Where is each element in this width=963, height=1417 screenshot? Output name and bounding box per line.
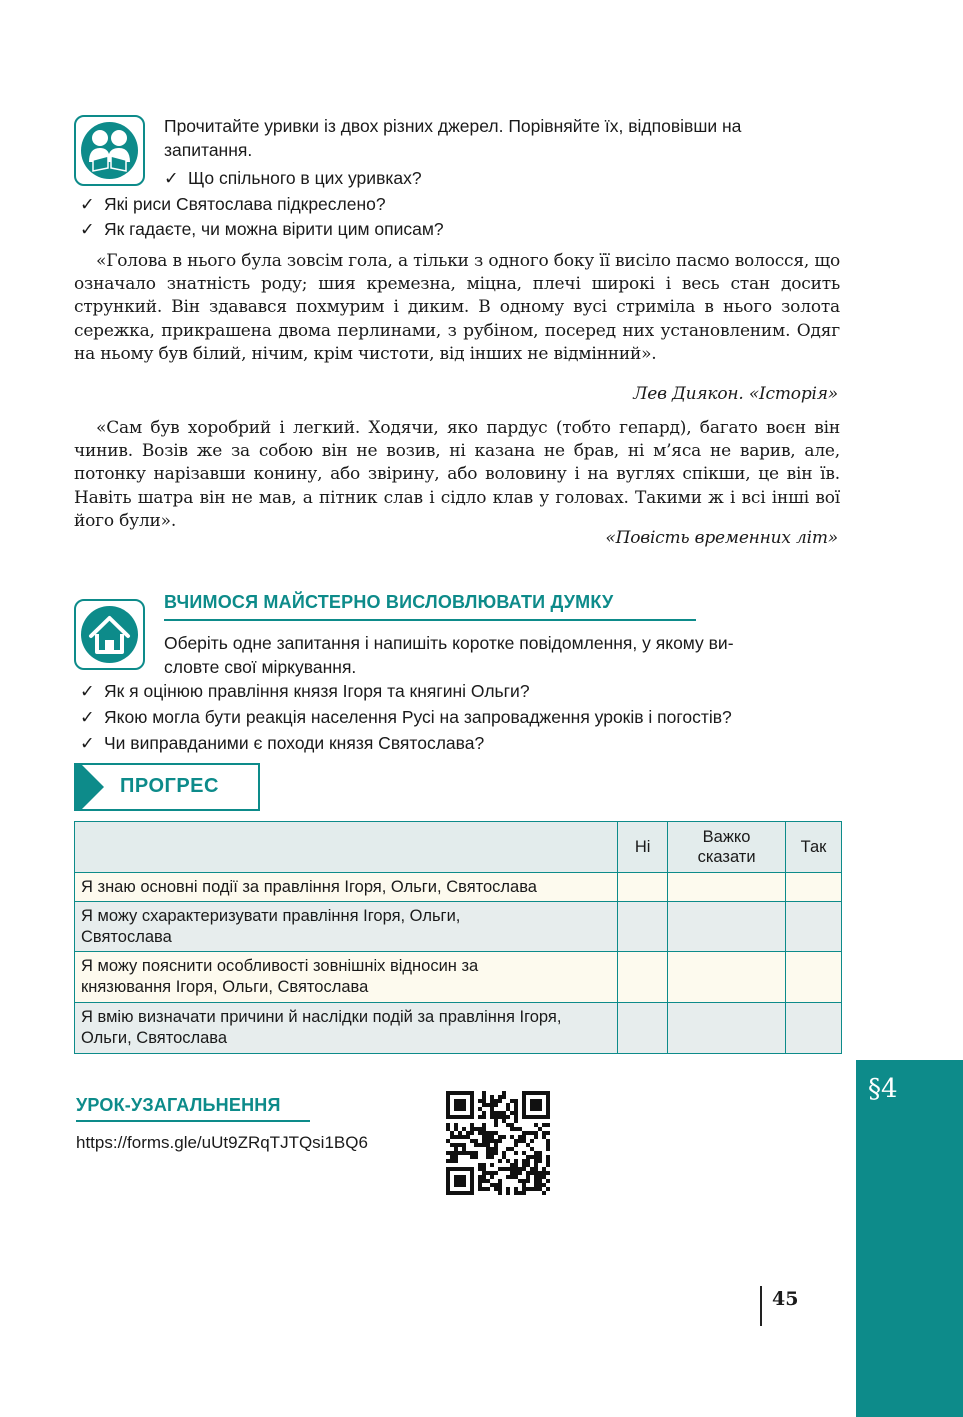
table-header-cell: Ні: [618, 822, 668, 873]
task1-intro: Прочитайте уривки із двох різних джерел. Порівняйте їх, відповівши на запитання.: [164, 116, 742, 160]
table-header-cell: [75, 822, 618, 873]
task1-question: ✓ Як гадаєте, чи можна вірити цим описам?: [80, 219, 444, 239]
answer-cell[interactable]: [786, 1003, 842, 1054]
checkmark-icon: ✓: [164, 168, 179, 188]
progress-heading-box: [74, 763, 260, 811]
table-cell: Я вмію визначати причини й наслідки подій за правління Ігоря, Ольги, Святослава: [75, 1003, 618, 1054]
quote-chronicle: «Сам був хоробрий і легкий. Ходячи, яко пардус (тобто гепард), багато воєн він чинив. Возів же за собою він не возив, ні казана не брав, ні м’яса не варив, але, потонку нарізавши конину, або звірину, або воловину і на вуглях спікши, це він їв. Навіть шатра він не мав, а пітник слав і сідло клав у головах. Такими ж і всі інші вої його були».: [74, 418, 840, 531]
table-row: [75, 1003, 842, 1054]
quote-leo-deacon: «Голова в нього була зовсім гола, а тільки з одного боку її висіло пасмо волосся, що означало знатність роду; шия кремезна, міцна, плечі широкі і весь стан досить стрункий. Він здавався похмурим і диким. В одному вусі стриміла в нього золота сережка, прикрашена двома перлинами, з рубіном, посеред них установленим. Одяг на ньому був білий, нічим, крім чистоти, від інших не відмінний».: [74, 251, 840, 364]
checkmark-icon: ✓: [80, 219, 95, 239]
table-row: [75, 902, 842, 952]
answer-cell[interactable]: [668, 873, 786, 902]
table-cell: Я знаю основні події за правління Ігоря, Ольги, Святослава: [75, 873, 618, 902]
section-number: §4: [868, 1074, 898, 1104]
answer-cell[interactable]: [618, 902, 668, 952]
table-header-cell: Важко сказати: [668, 822, 786, 873]
checkmark-icon: ✓: [80, 733, 95, 753]
section-tab: [856, 1060, 963, 1417]
table-cell: Я можу пояснити особливості зовнішніх відносин за князювання Ігоря, Ольги, Святослава: [75, 952, 618, 1003]
checkmark-icon: ✓: [80, 681, 95, 701]
answer-cell[interactable]: [786, 902, 842, 952]
answer-cell[interactable]: [786, 952, 842, 1003]
table-row: [75, 873, 842, 902]
page-number: 45: [772, 1288, 799, 1310]
task1-question: ✓ Які риси Святослава підкреслено?: [80, 194, 386, 214]
answer-cell[interactable]: [618, 952, 668, 1003]
page-number-divider: [760, 1286, 762, 1326]
reading-icon: [74, 115, 145, 186]
answer-cell[interactable]: [618, 1003, 668, 1054]
summary-heading: УРОК-УЗАГАЛЬНЕННЯ: [76, 1095, 281, 1115]
quote-source: «Повість временних літ»: [605, 528, 838, 548]
answer-cell[interactable]: [668, 902, 786, 952]
answer-cell[interactable]: [668, 1003, 786, 1054]
task2-question: ✓ Якою могла бути реакція населення Русі на запровадження уроків і погостів?: [80, 707, 732, 727]
task1-question: ✓ Що спільного в цих уривках?: [164, 168, 422, 188]
heading-underline: [164, 619, 696, 621]
progress-table: [74, 821, 842, 1054]
task2-heading: ВЧИМОСЯ МАЙСТЕРНО ВИСЛОВЛЮВАТИ ДУМКУ: [164, 592, 614, 612]
checkmark-icon: ✓: [80, 194, 95, 214]
task2-intro: Оберіть одне запитання і напишіть коротке повідомлення, у якому ви- словте свої міркування.: [164, 633, 734, 677]
progress-title: ПРОГРЕС: [120, 775, 219, 797]
table-header-cell: Так: [786, 822, 842, 873]
heading-underline: [76, 1120, 310, 1122]
task2-question: ✓ Як я оцінюю правління князя Ігоря та княгині Ольги?: [80, 681, 530, 701]
table-header-row: [75, 822, 842, 873]
task2-question: ✓ Чи виправданими є походи князя Святослава?: [80, 733, 485, 753]
table-row: [75, 952, 842, 1003]
quote-source: Лев Диякон. «Історія»: [633, 384, 838, 404]
summary-link[interactable]: https://forms.gle/uUt9ZRqTJTQsi1BQ6: [76, 1133, 368, 1152]
arrow-icon: [74, 763, 104, 811]
qr-code[interactable]: [446, 1091, 550, 1195]
checkmark-icon: ✓: [80, 707, 95, 727]
answer-cell[interactable]: [786, 873, 842, 902]
table-cell: Я можу схарактеризувати правління Ігоря, Ольги, Святослава: [75, 902, 618, 952]
answer-cell[interactable]: [618, 873, 668, 902]
answer-cell[interactable]: [668, 952, 786, 1003]
house-icon: [74, 599, 145, 670]
